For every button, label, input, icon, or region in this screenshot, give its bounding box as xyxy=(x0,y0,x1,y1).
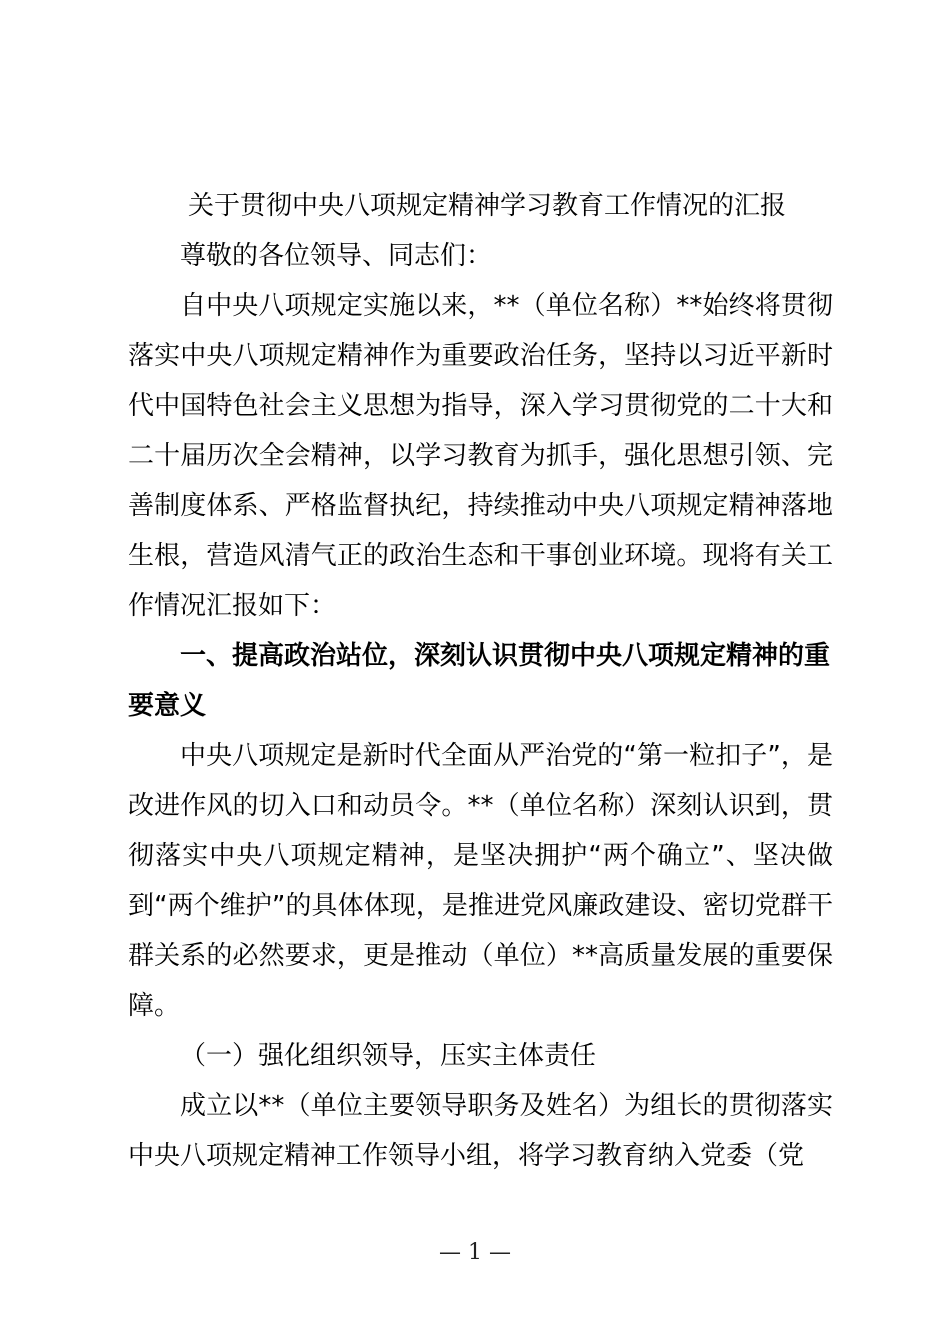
section-heading-1: 一、提高政治站位，深刻认识贯彻中央八项规定精神的重要意义 xyxy=(128,641,831,721)
intro-paragraph: 自中央八项规定实施以来，**（单位名称）**始终将贯彻落实中央八项规定精神作为重要政治任务，坚持以习近平新时代中国特色社会主义思想为指导，深入学习贯彻党的二十大和二十届历次全会精神，以学习教育为抓手，强化思想引领、完善制度体系、严格监督执纪，持续推动中央八项规定精神落地生根，营造风清气正的政治生态和干事创业环境。现将有关工作情况汇报如下： xyxy=(128,291,833,621)
document-body xyxy=(128,181,833,1181)
page-number: — 1 — xyxy=(439,1240,511,1265)
subsection-heading-1: （一）强化组织领导，压实主体责任 xyxy=(180,1041,597,1071)
salutation: 尊敬的各位领导、同志们： xyxy=(180,241,493,271)
section-body-1: 中央八项规定是新时代全面从严治党的“第一粒扣子”，是改进作风的切入口和动员令。**（单位名称）深刻认识到，贯彻落实中央八项规定精神，是坚决拥护“两个确立”、坚决做到“两个维护”的具体体现，是推进党风廉政建设、密切党群干群关系的必然要求，更是推动（单位）**高质量发展的重要保障。 xyxy=(128,741,833,1021)
document-title: 关于贯彻中央八项规定精神学习教育工作情况的汇报 xyxy=(188,191,787,221)
subsection-body-1: 成立以**（单位主要领导职务及姓名）为组长的贯彻落实中央八项规定精神工作领导小组，将学习教育纳入党委（党 xyxy=(128,1091,833,1171)
